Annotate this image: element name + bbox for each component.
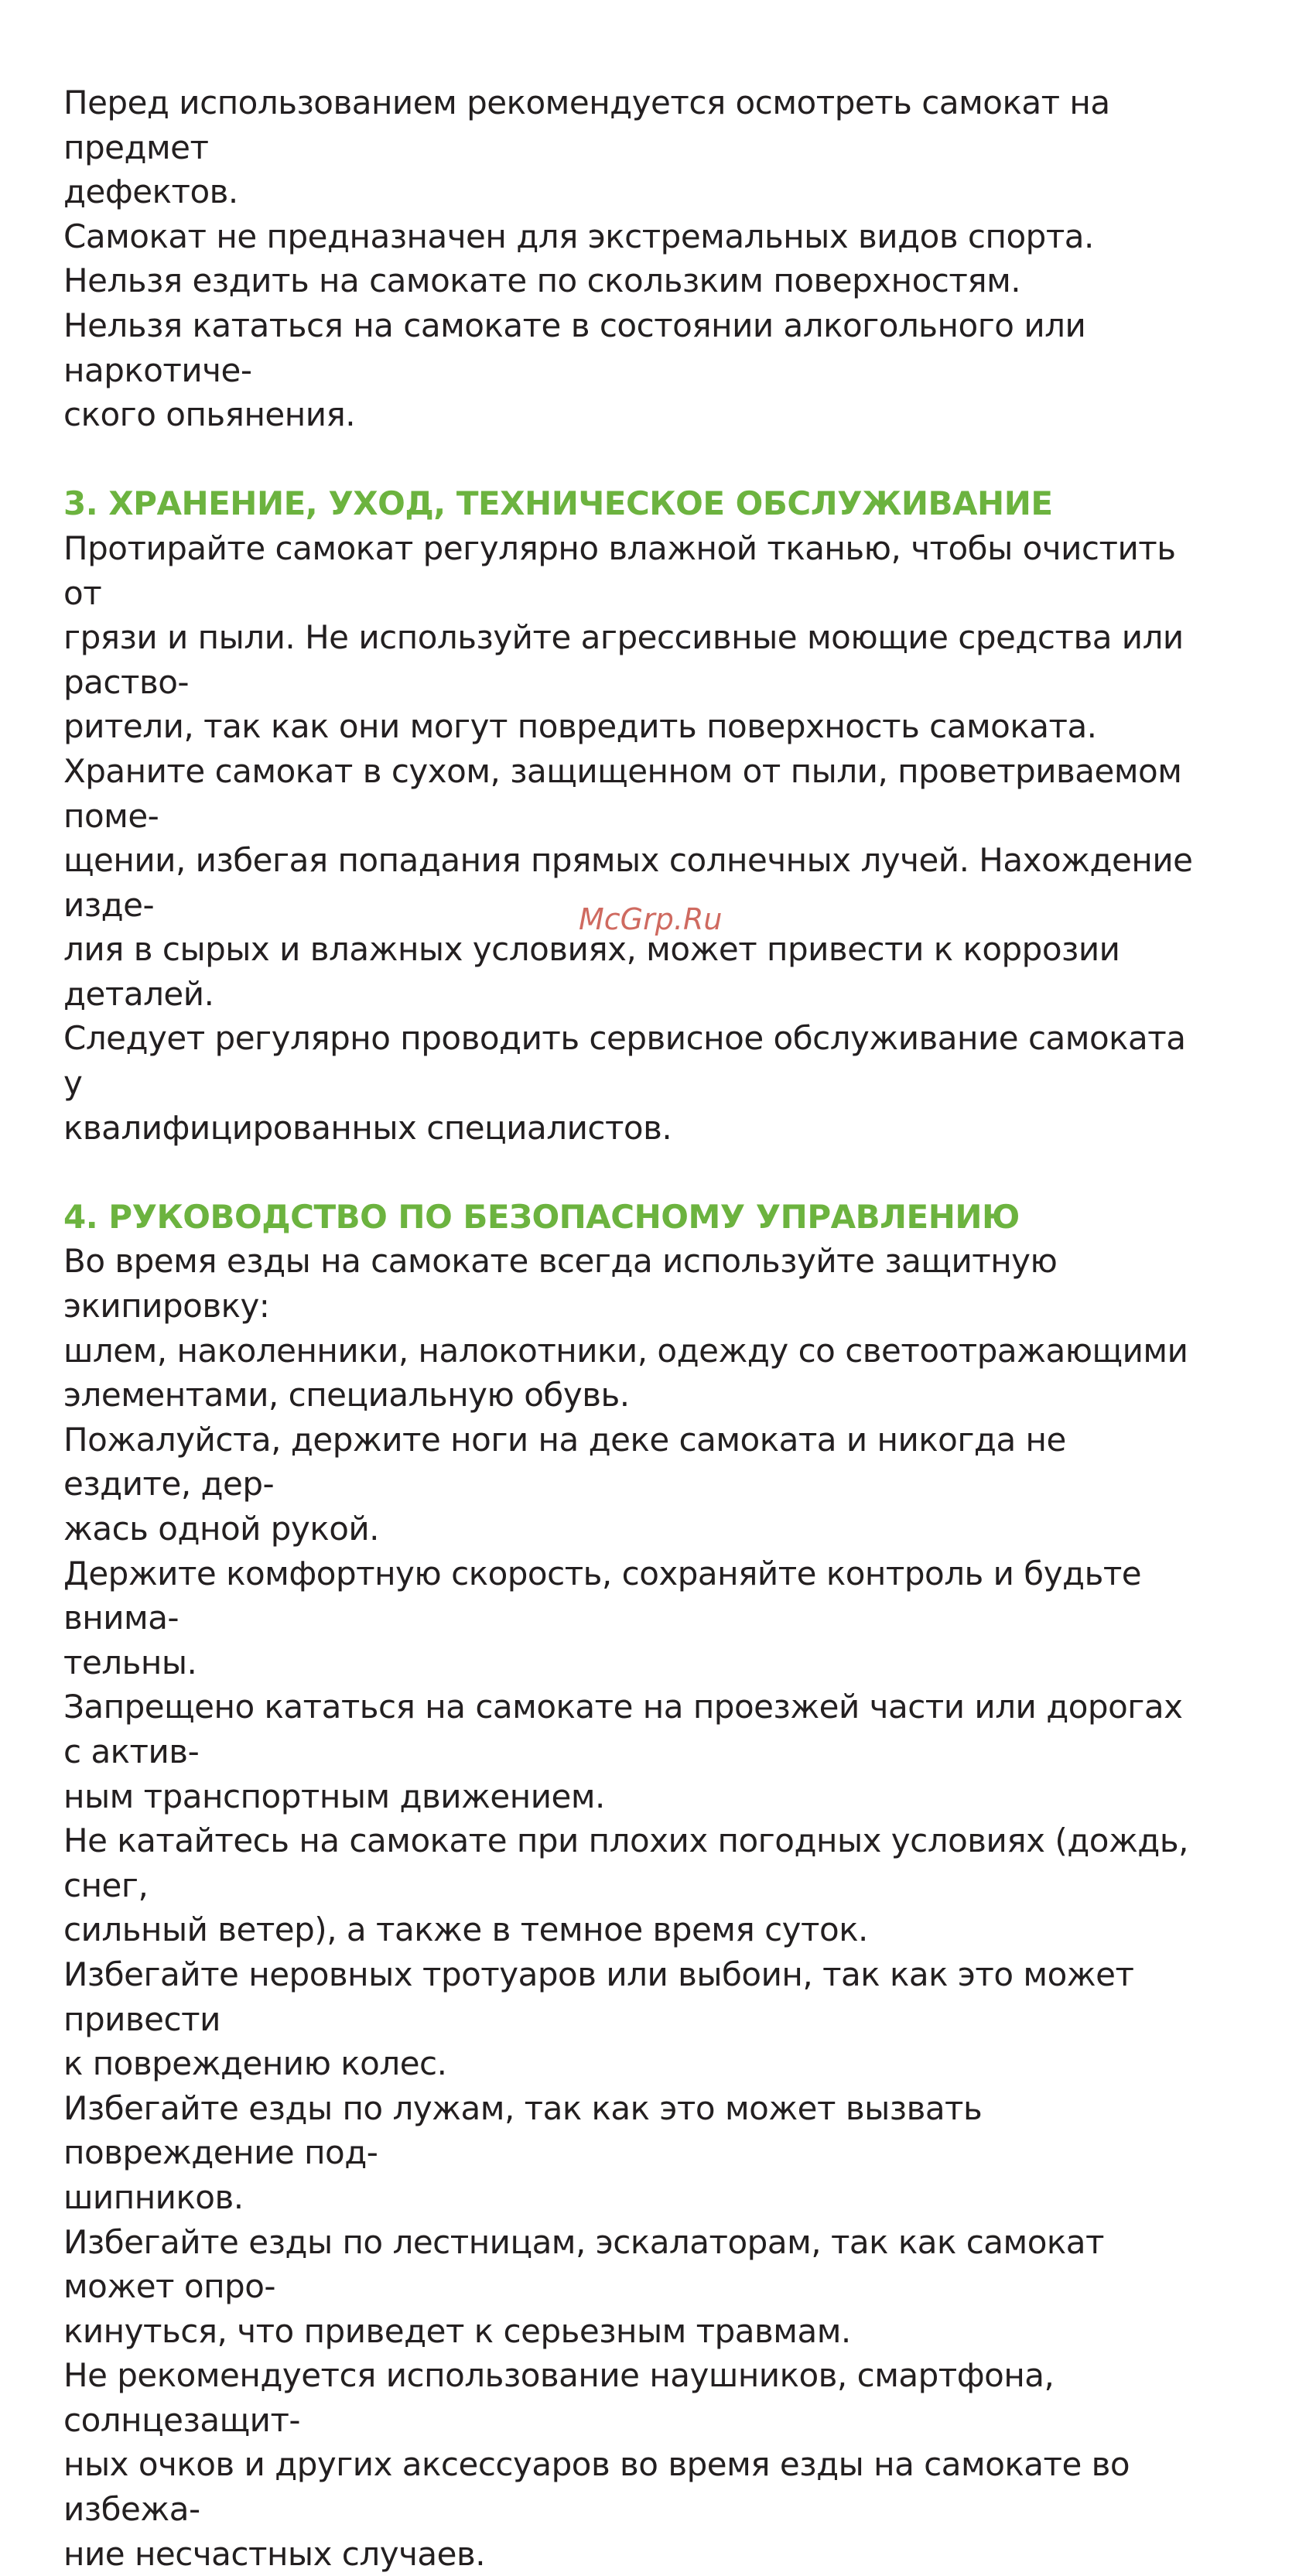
intro-paragraph: Нельзя ездить на самокате по скользким поверхностям. bbox=[63, 262, 1021, 300]
section-4-body bbox=[63, 1239, 1193, 2576]
section-4-paragraph: Избегайте неровных тротуаров или выбоин, так как это может привести к повреждению колес. bbox=[63, 1955, 1134, 2083]
section-3-heading: 3. ХРАНЕНИЕ, УХОД, ТЕХНИЧЕСКОЕ ОБСЛУЖИВАНИЕ bbox=[63, 484, 1053, 523]
section-4-paragraph: Не рекомендуется использование наушников, смартфона, солнцезащит- ных очков и других аксессуаров во время езды на самокате во избежа- ние несчастных случаев. bbox=[63, 2356, 1130, 2573]
section-4-paragraph: Запрещено кататься на самокате на проезжей части или дорогах с актив- ным транспортным движением. bbox=[63, 1688, 1183, 1815]
watermark-text: McGrp.Ru bbox=[579, 902, 723, 936]
document-page bbox=[63, 80, 1193, 2576]
section-4-paragraph: Избегайте езды по лужам, так как это может вызвать повреждение под- шипников. bbox=[63, 2089, 983, 2216]
section-4-paragraph: Во время езды на самокате всегда используйте защитную экипировку: шлем, наколенники, налокотники, одежду со светоотражающими элементами, специальную обувь. bbox=[63, 1242, 1188, 1415]
intro-block bbox=[63, 80, 1193, 437]
section-4-paragraph: Избегайте езды по лестницам, эскалаторам, так как самокат может опро- кинуться, что приведет к серьезным травмам. bbox=[63, 2222, 1104, 2350]
section-4-paragraph: Пожалуйста, держите ноги на деке самоката и никогда не ездите, дер- жась одной рукой. bbox=[63, 1420, 1066, 1548]
section-3-paragraph: Протирайте самокат регулярно влажной тканью, чтобы очистить от грязи и пыли. Не используйте агрессивные моющие средства или раство- рители, так как они могут повредить поверхность самоката. bbox=[63, 529, 1184, 746]
intro-paragraph: Самокат не предназначен для экстремальных видов спорта. bbox=[63, 217, 1094, 255]
section-gap bbox=[63, 1150, 1193, 1195]
section-3-paragraph: Следует регулярно проводить сервисное обслуживание самоката у квалифицированных специалистов. bbox=[63, 1019, 1186, 1147]
section-4-paragraph: Держите комфортную скорость, сохраняйте контроль и будьте внима- тельны. bbox=[63, 1554, 1142, 1681]
section-3-paragraph: Храните самокат в сухом, защищенном от пыли, проветриваемом поме- щении, избегая попадания прямых солнечных лучей. Нахождение изде- лия в сырых и влажных условиях, может привести к коррозии деталей. bbox=[63, 751, 1193, 1013]
section-gap bbox=[63, 437, 1193, 482]
section-4-heading: 4. РУКОВОДСТВО ПО БЕЗОПАСНОМУ УПРАВЛЕНИЮ bbox=[63, 1197, 1020, 1236]
intro-paragraph: Нельзя кататься на самокате в состоянии алкогольного или наркотиче- ского опьянения. bbox=[63, 306, 1086, 434]
section-3-body bbox=[63, 526, 1193, 1150]
section-4-paragraph: Не катайтесь на самокате при плохих погодных условиях (дождь, снег, сильный ветер), а также в темное время суток. bbox=[63, 1822, 1188, 1949]
intro-paragraph: Перед использованием рекомендуется осмотреть самокат на предмет дефектов. bbox=[63, 84, 1110, 211]
